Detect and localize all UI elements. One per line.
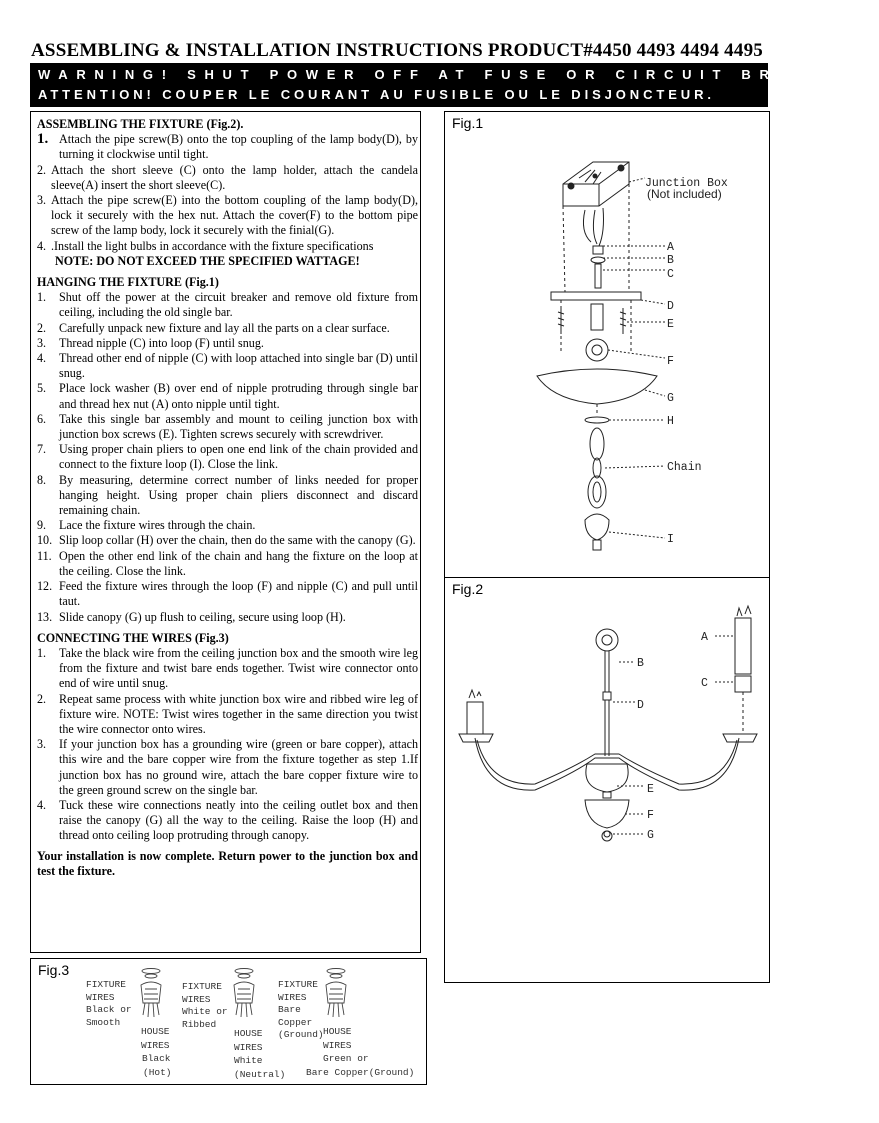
fig2-part-b: B <box>637 657 644 670</box>
warning-banner <box>30 63 879 107</box>
house-wires-ground: HOUSE WIRES Green or Bare Copper(Ground) <box>306 1026 415 1078</box>
list-item: 4. Tuck these wire connections neatly into the ceiling outlet box and then raise the canopy (G) all the way to the ceiling. Raise the loop (H) and thread onto ceiling loop protruding through canopy. <box>37 797 418 843</box>
fig3-label: Fig.3 <box>38 962 70 978</box>
fig1-part-b: B <box>667 254 674 267</box>
instructions-panel <box>30 111 421 953</box>
fixture-wires-copper: FIXTURE WIRES Bare Copper (Ground) <box>278 979 324 1041</box>
list-item: 2. Attach the short sleeve (C) onto the lamp holder, attach the candela sleeve(A) insert the short sleeve(C). <box>37 162 418 192</box>
fig2-part-d: D <box>637 699 644 712</box>
list-item: 10. Slip loop collar (H) over the chain, then do the same with the canopy (G). <box>37 533 416 548</box>
hanging-steps <box>37 290 418 624</box>
junction-box-label: Junction Box <box>645 177 728 190</box>
fig1-chain-label: Chain <box>667 461 702 474</box>
fig1-part-f: F <box>667 355 674 368</box>
fig2-assembly-diagram <box>445 578 771 984</box>
fig2-part-g: G <box>647 829 654 842</box>
house-wires-white: HOUSE WIRES White (Neutral) <box>234 1028 286 1080</box>
hanging-heading: HANGING THE FIXTURE (Fig.1) <box>37 275 219 290</box>
fig2-part-c: C <box>701 677 708 690</box>
warning-french: ATTENTION! COUPER LE COURANT AU FUSIBLE OU LE DISJONCTEUR. <box>38 87 715 102</box>
list-item: 7. Using proper chain pliers to open one end link of the chain provided and connect to the fixture loop (I). Close the link. <box>37 442 418 472</box>
list-item: 4. .Install the light bulbs in accordance with the fixture specifications <box>37 238 374 253</box>
figure-1 <box>444 111 770 578</box>
completion-note: Your installation is now complete. Return power to the junction box and test the fixture. <box>37 848 418 878</box>
fig2-label: Fig.2 <box>452 581 484 597</box>
wire-connector-icon <box>141 969 161 1018</box>
fig1-part-i: I <box>667 533 674 546</box>
list-item: 2. Repeat same process with white junction box wire and ribbed wire leg of fixture wire. NOTE: Twist wires together in the same direction you twist the wire connector onto wires. <box>37 691 418 736</box>
fixture-wires-black: FIXTURE WIRES Black or Smooth <box>86 979 132 1028</box>
warning-english: WARNING! SHUT POWER OFF AT FUSE OR CIRCUIT BREAKER. <box>38 67 879 82</box>
list-item: 1. Attach the pipe screw(B) onto the top coupling of the lamp body(D), by turning it clockwise until tight. <box>37 131 418 162</box>
fig1-exploded-diagram <box>445 112 771 579</box>
fig1-part-h: H <box>667 415 674 428</box>
fig1-part-e: E <box>667 318 674 331</box>
fig1-part-a: A <box>667 241 674 254</box>
list-item: 11. Open the other end link of the chain and hang the fixture on the loop at the ceiling. Close the link. <box>37 548 418 578</box>
fig2-part-e: E <box>647 783 654 796</box>
list-item: 3. Attach the pipe screw(E) into the bottom coupling of the lamp body(D), lock it securely with the hex nut. Attach the cover(F) to the bottom pipe screw of the lamp body, lock it securely with the finial(G). <box>37 193 418 238</box>
fig1-label: Fig.1 <box>452 115 484 131</box>
fixture-wires-white: FIXTURE WIRES White or Ribbed <box>182 981 228 1030</box>
assembling-heading: ASSEMBLING THE FIXTURE (Fig.2). <box>37 117 244 131</box>
wire-connector-icon <box>234 969 254 1018</box>
figure-3 <box>30 958 427 1085</box>
list-item: 9. Lace the fixture wires through the chain. <box>37 518 256 533</box>
list-item: 3. If your junction box has a grounding wire (green or bare copper), attach this wire and the bare copper wire from the fixture together as step 1.If junction box has no ground wire, attach the bare copper fixture wire to the green ground screw on the single bar. <box>37 737 418 797</box>
wattage-note: NOTE: DO NOT EXCEED THE SPECIFIED WATTAGE! <box>55 253 360 268</box>
house-wires-black: HOUSE WIRES Black (Hot) <box>141 1026 172 1078</box>
list-item: 4. Thread other end of nipple (C) with loop attached into single bar (D) until snug. <box>37 351 418 381</box>
list-item: 12. Feed the fixture wires through the loop (F) and nipple (C) and pull until taut. <box>37 579 418 609</box>
list-item: 1. Take the black wire from the ceiling junction box and the smooth wire leg from the fixture and twist bare ends together. Twist wire connector onto end of wire until snug. <box>37 645 418 691</box>
connecting-steps <box>37 646 418 844</box>
list-item: 1. Shut off the power at the circuit breaker and remove old fixture from ceiling, including the old single bar. <box>37 290 418 320</box>
list-item: 13. Slide canopy (G) up flush to ceiling, secure using loop (H). <box>37 609 346 624</box>
list-item: 2. Carefully unpack new fixture and lay all the parts on a clear surface. <box>37 320 390 335</box>
list-item: 5. Place lock washer (B) over end of nipple protruding through single bar and thread hex nut (A) onto nipple until tight. <box>37 381 418 411</box>
connecting-heading: CONNECTING THE WIRES (Fig.3) <box>37 630 229 645</box>
list-item: 6. Take this single bar assembly and mount to ceiling junction box with junction box screws (E). Tighten screws securely with screwdriver. <box>37 411 418 442</box>
list-item: 8. By measuring, determine correct number of links needed for proper hanging height. Using proper chain pliers disconnect and discard remaining chain. <box>37 472 418 518</box>
fig2-part-f: F <box>647 809 654 822</box>
list-item: 3. Thread nipple (C) into loop (F) until snug. <box>37 335 264 350</box>
not-included-label: (Not included) <box>647 187 722 201</box>
document-title: ASSEMBLING & INSTALLATION INSTRUCTIONS PRODUCT#4450 4493 4494 4495 <box>31 40 763 61</box>
wire-connector-icon <box>326 969 346 1018</box>
fig2-part-a: A <box>701 631 708 644</box>
fig1-part-g: G <box>667 392 674 405</box>
fig1-part-c: C <box>667 268 674 281</box>
figure-2 <box>444 577 770 983</box>
fig1-part-d: D <box>667 300 674 313</box>
